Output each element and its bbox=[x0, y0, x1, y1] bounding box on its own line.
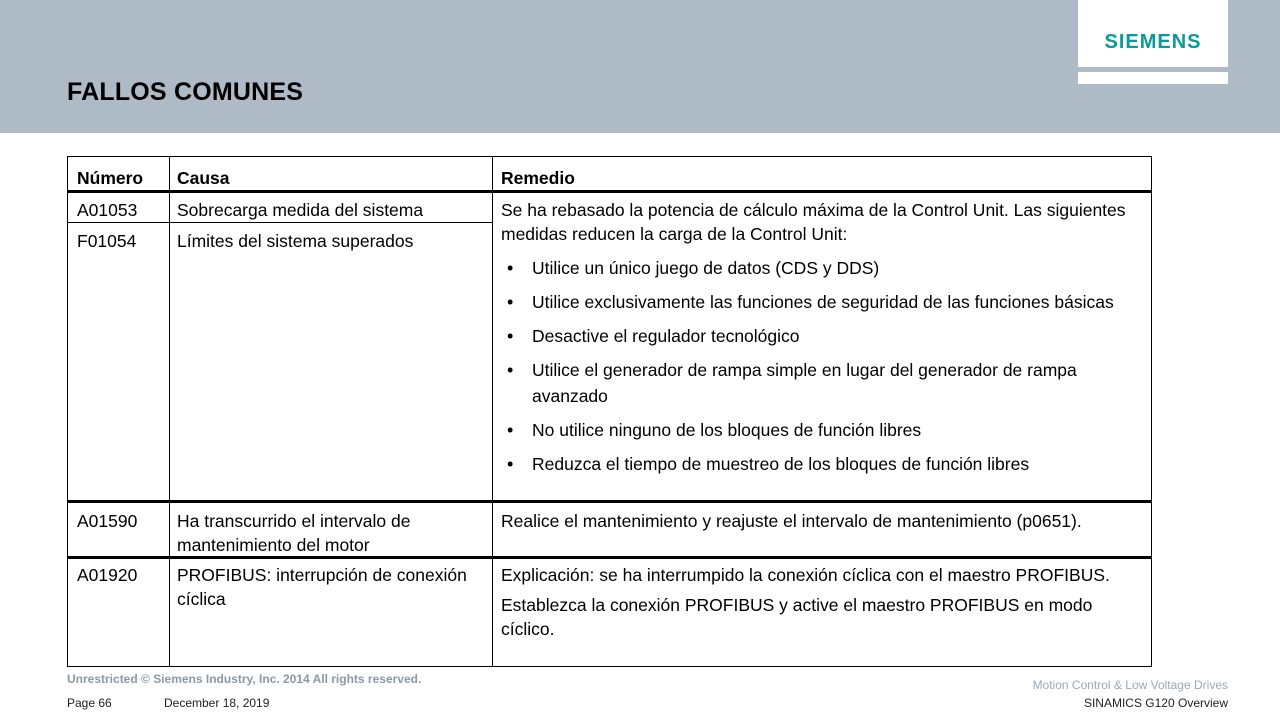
code-a01590: A01590 bbox=[77, 511, 138, 531]
remedy-explanation: Explicación: se ha interrumpido la conexión cíclica con el maestro PROFIBUS. bbox=[501, 565, 1110, 585]
footer-date: December 18, 2019 bbox=[164, 696, 270, 710]
list-item: • Utilice un único juego de datos (CDS y DDS) bbox=[501, 255, 1141, 281]
slide-header bbox=[0, 0, 1280, 133]
list-item: • No utilice ninguno de los bloques de función libres bbox=[501, 417, 1141, 443]
col-divider-2 bbox=[492, 157, 493, 666]
list-item: • Desactive el regulador tecnológico bbox=[501, 323, 1141, 349]
footer-copyright: Unrestricted © Siemens Industry, Inc. 2014 All rights reserved. bbox=[67, 672, 422, 686]
remedy-a01920 bbox=[501, 563, 1131, 641]
code-f01054: F01054 bbox=[77, 231, 137, 251]
row-divider-codes bbox=[68, 222, 492, 223]
row-divider-1 bbox=[68, 500, 1151, 503]
faults-table bbox=[67, 156, 1152, 667]
code-a01053: A01053 bbox=[77, 200, 138, 220]
cause-a01590: Ha transcurrido el intervalo de mantenimiento del motor bbox=[177, 511, 411, 555]
cause-f01054: Límites del sistema superados bbox=[177, 231, 414, 251]
header-number: Número bbox=[77, 168, 144, 188]
slide-title: FALLOS COMUNES bbox=[67, 78, 304, 106]
list-item: • Utilice exclusivamente las funciones de seguridad de las funciones básicas bbox=[501, 289, 1141, 315]
code-a01920: A01920 bbox=[77, 565, 138, 585]
header-underline bbox=[68, 190, 1151, 193]
footer-product: SINAMICS G120 Overview bbox=[1083, 696, 1228, 710]
cause-a01053: Sobrecarga medida del sistema bbox=[177, 200, 424, 220]
col-divider-1 bbox=[169, 157, 170, 666]
remedy-a01590: Realice el mantenimiento y reajuste el intervalo de mantenimiento (p0651). bbox=[501, 511, 1082, 531]
remedy-system-overload bbox=[501, 198, 1141, 485]
remedy-intro: Se ha rebasado la potencia de cálculo máxima de la Control Unit. Las siguientes medidas reducen la carga de la Control Unit: bbox=[501, 200, 1126, 244]
logo-text: SIEMENS bbox=[1104, 31, 1202, 53]
list-item: • Reduzca el tiempo de muestreo de los bloques de función libres bbox=[501, 451, 1141, 477]
siemens-logo bbox=[1078, 0, 1228, 84]
remedy-action: Establezca la conexión PROFIBUS y active el maestro PROFIBUS en modo cíclico. bbox=[501, 595, 1093, 639]
remedy-bullet-list bbox=[501, 255, 1141, 477]
footer-page-number: Page 66 bbox=[67, 696, 112, 710]
footer-division: Motion Control & Low Voltage Drives bbox=[1032, 678, 1228, 692]
header-remedy: Remedio bbox=[501, 168, 575, 188]
header-cause: Causa bbox=[177, 168, 230, 188]
logo-stripe bbox=[1078, 67, 1228, 72]
cause-a01920: PROFIBUS: interrupción de conexión cíclica bbox=[177, 565, 467, 609]
list-item: • Utilice el generador de rampa simple en lugar del generador de rampa avanzado bbox=[501, 357, 1141, 409]
